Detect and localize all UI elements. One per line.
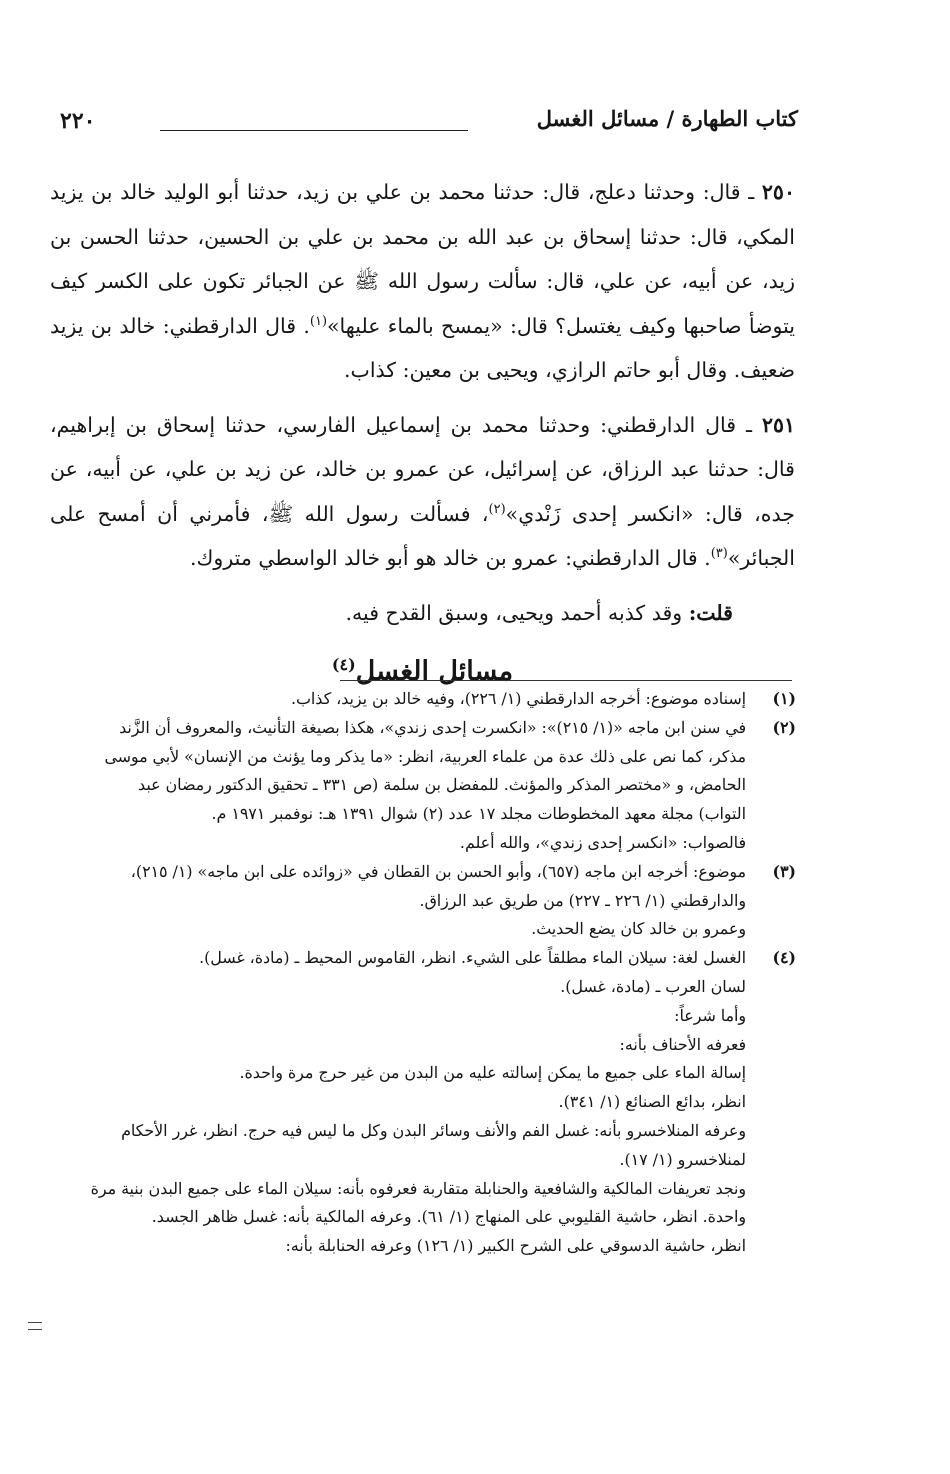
hadith-251 [50,403,795,581]
footnote-line: في سنن ابن ماجه «(١/ ٢١٥)»: «انكسرت إحدى زندي»، هكذا بصيغة التأنيث، والمعروف أن الزَّند [119,717,746,737]
header-rule [160,130,468,131]
hadith-number: ٢٥١ [761,412,795,437]
footnote-line: واحدة. انظر، حاشية القليوبي على المنهاج (١/ ٦١). وعرفه المالكية بأنه: غسل ظاهر الجسد. [151,1207,746,1227]
hadith-number: ٢٥٠ [761,180,795,204]
footnote-line: وأما شرعاً: [674,1005,746,1025]
footnote-line: لسان العرب ـ (مادة، غسل). [560,976,746,996]
section-title: مسائل الغسل [355,656,514,687]
footnote-line: الغسل لغة: سيلان الماء مطلقاً على الشيء. انظر، القاموس المحيط ـ (مادة، غسل). [199,948,746,968]
footnote-4 [44,944,796,1261]
hadith-text: ـ قال: وحدثنا دعلج، قال: حدثنا محمد بن علي بن زيد، حدثنا أبو الوليد [163,180,755,204]
footnote-ref: (٣) [710,546,728,562]
footnote-line: وعرفه المنلاخسرو بأنه: غسل الفم والأنف وسائر البدن وكل ما ليس فيه حرج. انظر، غرر الأحكام [121,1120,746,1140]
hadith-text: خالد بن يزيد ضعيف. وقال أبو حاتم الرازي، ويحيى بن معين: كذاب. [50,313,795,382]
page-header [60,100,798,140]
footnote-line: إسناده موضوع: أخرجه الدارقطني (١/ ٢٢٦)، وفيه خالد بن يزيد، كذاب. [291,689,746,708]
hadith-text: على الجبائر» [50,501,795,570]
footnote-line: وعمرو بن خالد كان يضع الحديث. [531,919,746,939]
footnote-line: انظر، حاشية الدسوقي على الشرح الكبير (١/ ١٢٦) وعرفه الحنابلة بأنه: [285,1236,746,1256]
footnote-ref: (١) [309,313,328,329]
hadith-text: ، فسألت رسول الله ﷺ، فأمرني أن أمسح [97,501,489,526]
qult-text: وقد كذبه أحمد ويحيى، وسبق القدح فيه. [345,600,683,625]
footnote-ref: (٢) [488,501,506,517]
hadith-text: الحسن بن زيد، عن أبيه، عن علي، قال: سألت رسول الله ﷺ عن الجبائر تكون على [50,224,795,293]
hadith-text: خالد بن يزيد المكي، قال: حدثنا إسحاق بن عبد الله بن محمد بن علي بن الحسين، حدثنا [50,180,795,249]
footnote-1 [44,685,796,714]
footnote-line: لمنلاخسرو (١/ ١٧). [619,1149,746,1169]
footnote-line: الحامض، و «مختصر المذكر والمؤنث. للمفضل بن سلمة (ص ٣٣١ ـ تحقيق الدكتور رمضان عبد [138,775,746,795]
footnote-2 [44,714,796,858]
hadith-250 [50,170,795,393]
main-text [50,170,795,695]
footnote-line: موضوع: أخرجه ابن ماجه (٦٥٧)، وأبو الحسن بن القطان في «زوائده على ابن ماجه» (١/ ٢١٥)، [130,861,746,881]
hadith-text: أبيه، عن جده، قال: «انكسر إحدى زَنْدي» [50,457,795,526]
footnote-line: مذكر، كما نص على ذلك عدة من علماء العربية، انظر: «ما يذكر وما يؤنث من الإنسان» لأبي موسى [104,746,746,766]
footnote-label: (١) [772,689,796,708]
footnote-label: (٢) [772,717,796,737]
qult-note [50,591,795,636]
footnote-line: التواب) مجلة معهد المخطوطات مجلد ١٧ عدد (٢) شوال ١٣٩١ هـ: نوفمبر ١٩٧١ م. [211,804,746,824]
footnote-line: فعرفه الأحناف بأنه: [619,1034,746,1054]
hadith-text: . قال الدارقطني: [162,313,310,338]
footnotes [44,685,796,1261]
footnote-line: والدارقطني (١/ ٢٢٦ ـ ٢٢٧) من طريق عبد الرزاق. [419,890,746,910]
page-number: ٢٢٠ [60,108,96,134]
footnote-line: إسالة الماء على جميع ما يمكن إسالته عليه من البدن من غير حرج مرة واحدة. [239,1063,746,1083]
footnote-line: فالصواب: «انكسر إحدى زندي»، والله أعلم. [459,832,746,852]
footnote-line: ونجد تعريفات المالكية والشافعية والحنابلة متقاربة فعرفوه بأنه: سيلان الماء على جميع البدن بنية مرة [90,1178,746,1198]
running-title: كتاب الطهارة / مسائل الغسل [536,106,798,131]
footnote-3 [44,858,796,944]
hadith-text: . قال الدارقطني: عمرو بن خالد هو أبو خالد الواسطي متروك. [190,546,711,570]
qult-label: قلت: [688,600,733,625]
hadith-text: ـ قال الدارقطني: وحدثنا محمد بن إسماعيل الفارسي، حدثنا إسحاق بن [125,412,752,437]
footnote-label: (٤) [772,948,796,968]
hadith-text: الكسر كيف يتوضأ صاحبها وكيف يغتسل؟ قال: «يمسح بالماء عليها» [50,269,795,338]
footnote-ref: (٤) [331,655,356,674]
footnote-separator [340,680,792,681]
margin-mark [28,1322,42,1330]
footnote-line: انظر، بدائع الصنائع (١/ ٣٤١). [558,1092,746,1112]
hadith-text: إبراهيم، قال: حدثنا عبد الرزاق، عن إسرائيل، عن عمرو بن خالد، عن زيد بن علي، عن [50,412,795,481]
footnote-label: (٣) [772,861,796,881]
